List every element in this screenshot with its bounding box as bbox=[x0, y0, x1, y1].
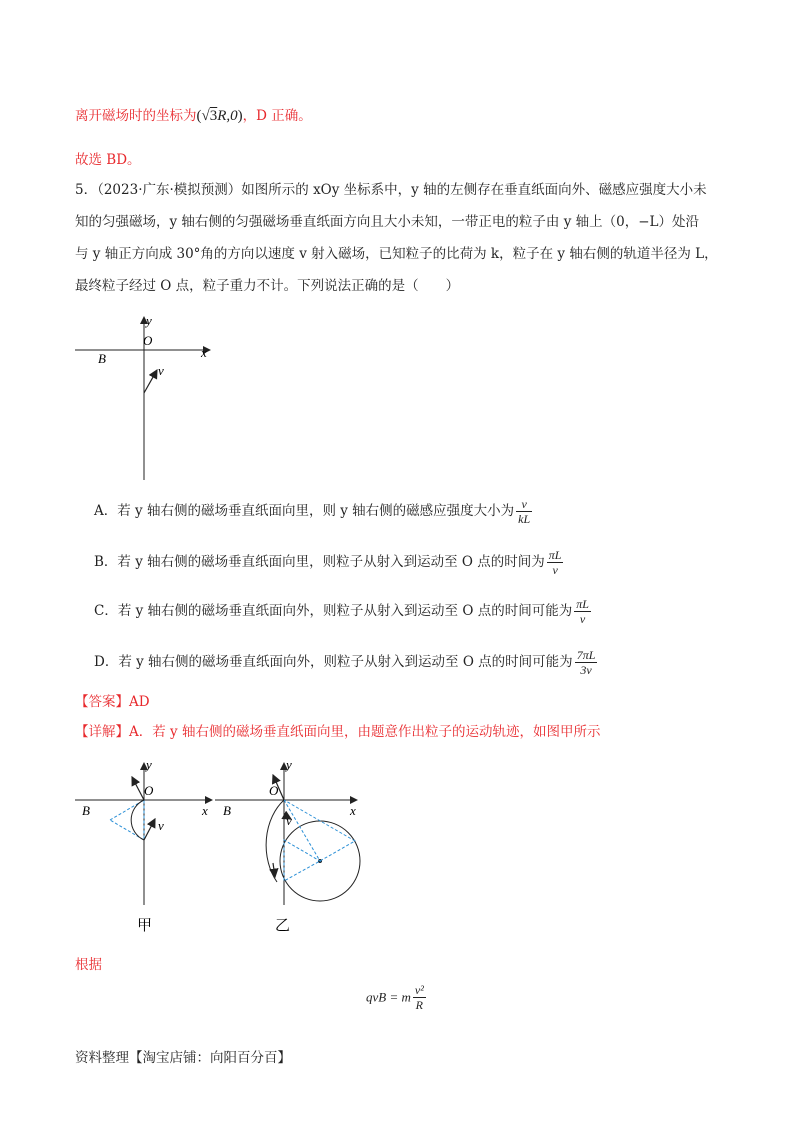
origin-label: O bbox=[143, 333, 153, 348]
formula-qvb: qvB = m $\frac{\text{v²}}{R}$ bbox=[366, 983, 424, 1012]
velocity-arrow bbox=[144, 370, 157, 393]
jia-field-label: B bbox=[82, 803, 90, 818]
x-label: x bbox=[201, 345, 207, 360]
according-label: 根据 bbox=[75, 957, 102, 973]
question-line-3: 与 y 轴正方向成 30°角的方向以速度 v 射入磁场，已知粒子的比荷为 k，粒子在 y 轴右侧的轨道半径为 L， bbox=[75, 246, 718, 262]
figure-yi bbox=[205, 755, 385, 940]
option-a[interactable]: A．若 y 轴右侧的磁场垂直纸面向里，则 y 轴右侧的磁感应强度大小为 $\frac{v}{kL}$ bbox=[94, 497, 531, 526]
answer-detail: 【详解】A．若 y 轴右侧的磁场垂直纸面向里，由题意作出粒子的运动轨迹，如图甲所示 bbox=[75, 724, 601, 740]
jia-x-label: x bbox=[202, 803, 208, 818]
option-b-fraction: $\frac{\pi L}{v}$ bbox=[548, 548, 562, 577]
yi-y-label: y bbox=[286, 757, 292, 772]
question-line-1: 5．（2023·广东·模拟预测）如图所示的 xOy 坐标系中，y 轴的左侧存在垂直纸面向外、磁感应强度大小未 bbox=[75, 182, 707, 198]
option-d-fraction: $\frac{7\pi L}{3v}$ bbox=[576, 648, 596, 677]
jia-velocity-label: v bbox=[158, 818, 164, 833]
footer-source: 资料整理【淘宝店铺：向阳百分百】 bbox=[75, 1050, 291, 1066]
yi-origin-label: O bbox=[269, 783, 279, 798]
yi-dashed-lines bbox=[284, 800, 355, 881]
field-label: B bbox=[98, 351, 106, 366]
question-figure bbox=[60, 305, 230, 485]
jia-velocity-arrow bbox=[144, 819, 155, 840]
velocity-label: v bbox=[158, 363, 164, 378]
option-c-fraction: $\frac{\pi L}{v}$ bbox=[576, 597, 589, 626]
yi-field-label: B bbox=[223, 803, 231, 818]
yi-velocity-label: v bbox=[286, 813, 292, 828]
jia-exit-arrow bbox=[132, 777, 144, 800]
answer-label: 【答案】AD bbox=[75, 694, 150, 710]
option-c[interactable]: C．若 y 轴右侧的磁场垂直纸面向外，则粒子从射入到运动至 O 点的时间可能为 $\frac{\pi L}{v}$ bbox=[94, 597, 589, 626]
intro-choose-line: 故选 BD。 bbox=[75, 152, 141, 168]
jia-y-label: y bbox=[146, 757, 152, 772]
caption-jia: 甲 bbox=[137, 916, 153, 934]
question-line-2: 知的匀强磁场，y 轴右侧的匀强磁场垂直纸面方向且大小未知，一带正电的粒子由 y 轴上（0，−L）处沿 bbox=[75, 214, 699, 230]
option-b[interactable]: B．若 y 轴右侧的磁场垂直纸面向里，则粒子从射入到运动至 O 点的时间为 $\frac{\pi L}{v}$ bbox=[94, 548, 562, 577]
option-d[interactable]: D．若 y 轴右侧的磁场垂直纸面向外，则粒子从射入到运动至 O 点的时间可能为 $\frac{7\pi L}{3v}$ bbox=[94, 648, 596, 677]
coordinate-expression: (√3R,0) bbox=[196, 108, 243, 124]
intro-coordinate-line: 离开磁场时的坐标为(√3R,0)，D 正确。 bbox=[75, 108, 312, 124]
jia-origin-label: O bbox=[144, 783, 154, 798]
figure-jia bbox=[60, 755, 220, 940]
question-line-4: 最终粒子经过 O 点，粒子重力不计。下列说法正确的是（ ） bbox=[75, 278, 460, 294]
jia-dashed-triangle bbox=[110, 800, 144, 840]
option-a-fraction: $\frac{v}{kL}$ bbox=[518, 497, 531, 526]
caption-yi: 乙 bbox=[275, 916, 291, 934]
yi-x-label: x bbox=[350, 803, 356, 818]
y-label: y bbox=[146, 313, 152, 328]
formula-fraction: $\frac{\text{v²}}{R}$ bbox=[414, 983, 424, 1012]
